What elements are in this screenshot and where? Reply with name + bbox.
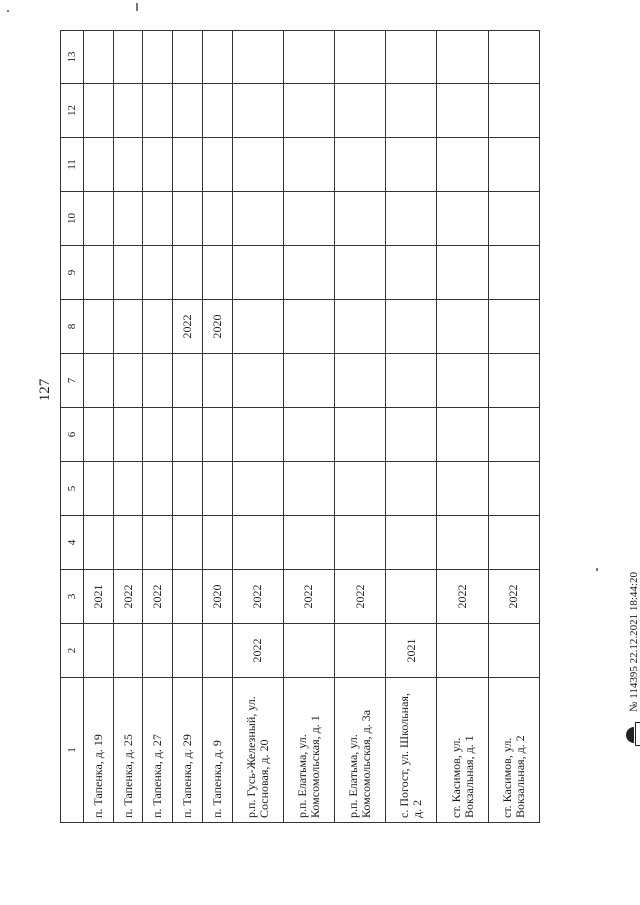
year-cell <box>113 31 143 84</box>
year-cell <box>283 246 334 300</box>
year-cell <box>84 516 114 570</box>
year-cell <box>437 354 488 408</box>
year-cell <box>143 408 173 462</box>
year-cell <box>283 624 334 678</box>
column-header: 13 <box>61 31 84 84</box>
year-cell: 2022 <box>437 570 488 624</box>
year-cell <box>232 516 283 570</box>
year-cell <box>283 31 334 84</box>
column-header: 4 <box>61 516 84 570</box>
table-row <box>143 31 173 823</box>
year-cell <box>84 300 114 354</box>
table-row <box>84 31 114 823</box>
year-cell <box>335 354 386 408</box>
year-cell <box>143 624 173 678</box>
address-cell: р.п. Елатьма, ул. Комсомольская, д. 3а <box>335 678 386 823</box>
year-cell <box>232 246 283 300</box>
year-cell <box>283 300 334 354</box>
year-cell <box>143 246 173 300</box>
year-cell <box>386 84 437 138</box>
official-emblem-icon <box>624 722 640 748</box>
year-cell <box>202 516 232 570</box>
table-row <box>283 31 334 823</box>
year-cell <box>113 624 143 678</box>
table-body <box>84 31 540 823</box>
year-cell <box>335 624 386 678</box>
year-cell <box>488 408 539 462</box>
year-cell <box>283 138 334 192</box>
year-cell <box>335 192 386 246</box>
document-reference: № 114395 22.12.2021 18:44:20 <box>628 572 640 712</box>
year-cell <box>173 84 203 138</box>
table-row <box>173 31 203 823</box>
table-row <box>113 31 143 823</box>
year-cell <box>232 300 283 354</box>
table-row <box>437 31 488 823</box>
address-cell: р.п. Елатьма, ул. Комсомольская, д. 1 <box>283 678 334 823</box>
year-cell <box>488 300 539 354</box>
year-cell <box>437 624 488 678</box>
year-cell <box>202 462 232 516</box>
year-cell <box>283 462 334 516</box>
year-cell <box>232 31 283 84</box>
year-cell <box>202 354 232 408</box>
year-cell: 2022 <box>232 570 283 624</box>
table-row <box>232 31 283 823</box>
year-cell <box>84 192 114 246</box>
year-cell <box>202 624 232 678</box>
year-cell <box>335 462 386 516</box>
year-cell <box>113 192 143 246</box>
year-cell: 2021 <box>84 570 114 624</box>
year-cell <box>437 138 488 192</box>
year-cell <box>143 31 173 84</box>
year-cell <box>386 31 437 84</box>
rotated-table <box>60 33 540 823</box>
year-cell <box>335 300 386 354</box>
year-cell <box>173 138 203 192</box>
year-cell <box>202 192 232 246</box>
year-cell <box>173 192 203 246</box>
year-cell <box>113 300 143 354</box>
year-cell <box>386 516 437 570</box>
column-header: 5 <box>61 462 84 516</box>
year-cell <box>283 84 334 138</box>
year-cell <box>173 31 203 84</box>
year-cell <box>386 246 437 300</box>
year-cell <box>202 138 232 192</box>
year-cell <box>283 516 334 570</box>
year-cell <box>232 192 283 246</box>
year-cell <box>437 408 488 462</box>
table-row <box>488 31 539 823</box>
scan-mark <box>7 10 9 12</box>
year-cell: 2021 <box>386 624 437 678</box>
year-cell <box>232 408 283 462</box>
table-row <box>335 31 386 823</box>
year-cell <box>113 516 143 570</box>
year-cell <box>84 246 114 300</box>
year-cell <box>437 462 488 516</box>
year-cell <box>386 462 437 516</box>
year-cell <box>335 138 386 192</box>
year-cell <box>84 138 114 192</box>
year-cell <box>202 408 232 462</box>
year-cell <box>488 138 539 192</box>
year-cell <box>437 31 488 84</box>
year-cell <box>202 31 232 84</box>
address-cell: п. Тапенка, д. 29 <box>173 678 203 823</box>
year-cell <box>113 354 143 408</box>
year-cell: 2020 <box>202 300 232 354</box>
scan-mark <box>596 568 598 571</box>
year-cell <box>173 570 203 624</box>
column-header: 3 <box>61 570 84 624</box>
year-cell <box>386 192 437 246</box>
scan-mark <box>136 3 138 11</box>
year-cell <box>386 354 437 408</box>
year-cell <box>173 624 203 678</box>
header-row <box>61 31 84 823</box>
year-cell <box>335 246 386 300</box>
year-cell <box>84 624 114 678</box>
year-cell <box>437 84 488 138</box>
year-cell <box>335 84 386 138</box>
year-cell <box>143 354 173 408</box>
year-cell: 2022 <box>232 624 283 678</box>
year-cell <box>143 138 173 192</box>
year-cell <box>232 354 283 408</box>
year-cell: 2022 <box>143 570 173 624</box>
address-cell: п. Тапенка, д. 25 <box>113 678 143 823</box>
year-cell <box>488 462 539 516</box>
year-cell <box>202 84 232 138</box>
year-cell: 2022 <box>488 570 539 624</box>
column-header: 10 <box>61 192 84 246</box>
register-table <box>60 30 540 823</box>
year-cell <box>113 246 143 300</box>
column-header: 11 <box>61 138 84 192</box>
year-cell <box>386 408 437 462</box>
table-row <box>386 31 437 823</box>
year-cell <box>335 516 386 570</box>
year-cell <box>173 246 203 300</box>
column-header: 9 <box>61 246 84 300</box>
address-cell: с. Погост, ул. Школьная, д. 2 <box>386 678 437 823</box>
year-cell <box>335 408 386 462</box>
address-cell: р.п. Гусь-Железный, ул. Сосновая, д. 20 <box>232 678 283 823</box>
year-cell <box>488 192 539 246</box>
year-cell <box>232 462 283 516</box>
year-cell: 2020 <box>202 570 232 624</box>
year-cell <box>437 516 488 570</box>
year-cell <box>173 354 203 408</box>
year-cell <box>386 570 437 624</box>
table-row <box>202 31 232 823</box>
year-cell <box>113 462 143 516</box>
year-cell <box>113 84 143 138</box>
year-cell <box>232 84 283 138</box>
year-cell <box>143 192 173 246</box>
year-cell: 2022 <box>335 570 386 624</box>
address-cell: п. Тапенка, д. 19 <box>84 678 114 823</box>
year-cell <box>488 354 539 408</box>
year-cell <box>335 31 386 84</box>
page-number: 127 <box>37 378 53 402</box>
year-cell <box>84 354 114 408</box>
year-cell <box>488 84 539 138</box>
year-cell <box>283 408 334 462</box>
year-cell <box>283 192 334 246</box>
year-cell <box>84 84 114 138</box>
year-cell <box>232 138 283 192</box>
column-header: 7 <box>61 354 84 408</box>
year-cell: 2022 <box>173 300 203 354</box>
year-cell <box>173 462 203 516</box>
year-cell <box>283 354 334 408</box>
address-cell: ст. Касимов, ул. Вокзальная, д. 2 <box>488 678 539 823</box>
year-cell <box>84 462 114 516</box>
column-header: 1 <box>61 678 84 823</box>
year-cell <box>488 516 539 570</box>
year-cell <box>437 192 488 246</box>
year-cell <box>437 300 488 354</box>
year-cell <box>143 300 173 354</box>
column-header: 8 <box>61 300 84 354</box>
year-cell <box>488 31 539 84</box>
year-cell <box>143 516 173 570</box>
year-cell <box>173 408 203 462</box>
year-cell <box>202 246 232 300</box>
year-cell <box>488 624 539 678</box>
year-cell <box>84 31 114 84</box>
year-cell <box>437 246 488 300</box>
year-cell <box>173 516 203 570</box>
column-header: 6 <box>61 408 84 462</box>
year-cell: 2022 <box>283 570 334 624</box>
year-cell <box>143 84 173 138</box>
address-cell: п. Тапенка, д. 9 <box>202 678 232 823</box>
year-cell <box>488 246 539 300</box>
year-cell: 2022 <box>113 570 143 624</box>
column-header: 12 <box>61 84 84 138</box>
year-cell <box>84 408 114 462</box>
year-cell <box>143 462 173 516</box>
year-cell <box>386 300 437 354</box>
year-cell <box>113 408 143 462</box>
column-header: 2 <box>61 624 84 678</box>
address-cell: п. Тапенка, д. 27 <box>143 678 173 823</box>
year-cell <box>386 138 437 192</box>
year-cell <box>113 138 143 192</box>
address-cell: ст. Касимов, ул. Вокзальная, д. 1 <box>437 678 488 823</box>
